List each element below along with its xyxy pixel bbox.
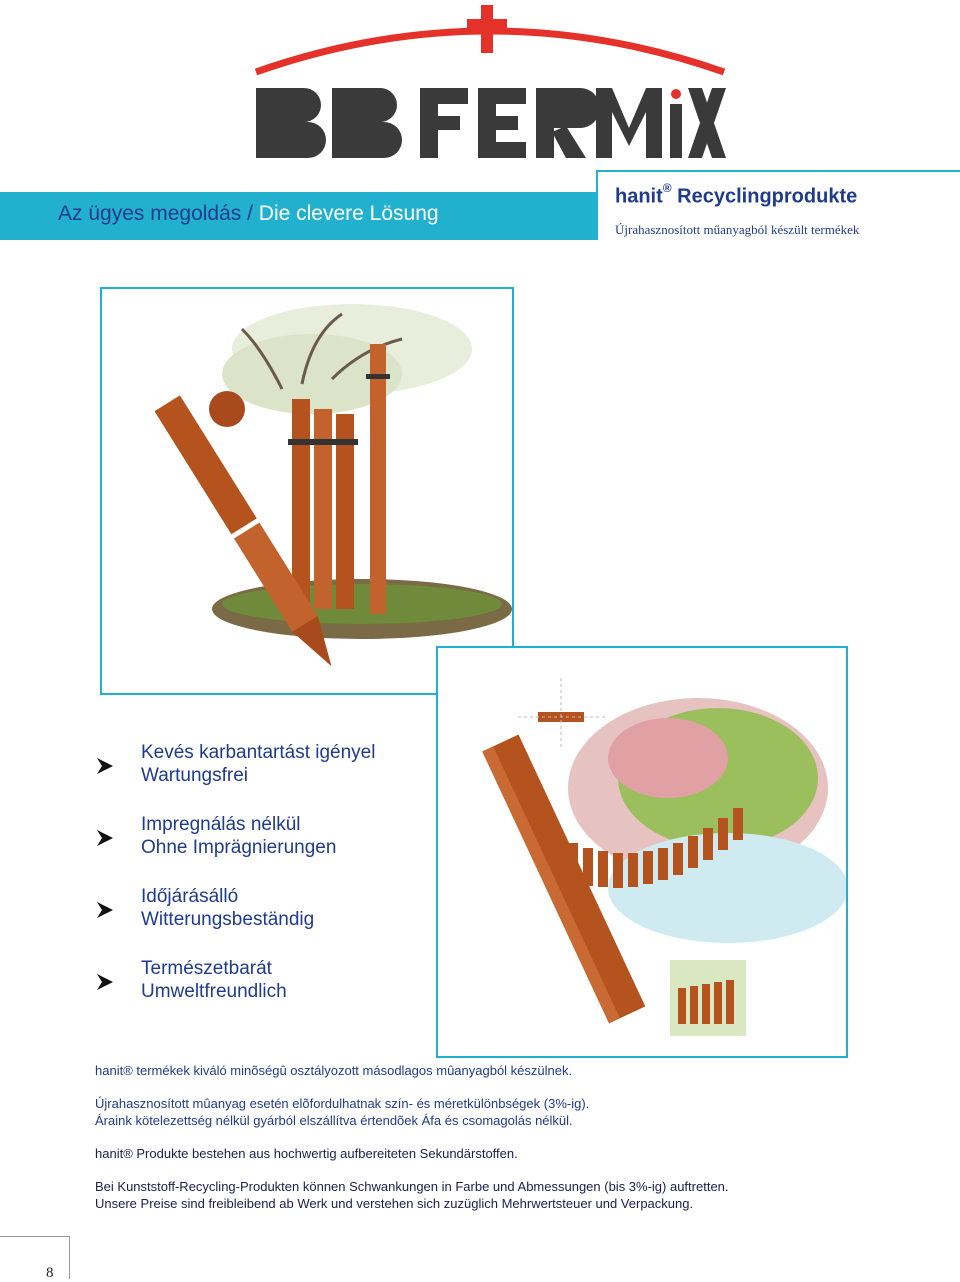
note-hu-quality: hanit® termékek kiváló minõségû osztályozott másodlagos mûanyagból készülnek. [95,1063,573,1078]
feature-item [95,814,435,886]
registered-mark: ® [662,181,672,195]
arrow-bullet-icon [95,756,115,776]
feature-hu: Időjárásálló [141,886,239,907]
arrow-bullet-icon [95,828,115,848]
feature-de: Witterungsbeständig [141,909,315,930]
feature-de: Umweltfreundlich [141,981,287,1002]
slogan-separator: / [241,202,259,225]
note-de-prices: Unsere Preise sind freibleibend ab Werk und verstehen sich zuzüglich Mehrwertsteuer und Verpackung. [95,1196,694,1211]
feature-list [95,742,435,1030]
note-hu-prices: Áraink kötelezettség nélkül gyárból elszállítva értendõek Áfa és csomagolás nélkül. [95,1113,573,1128]
note-de-variations: Bei Kunststoff-Recycling-Produkten können Schwankungen in Farbe und Abmessungen (bis 3%-ig) auftretten. [95,1179,729,1194]
brand-rest: Recyclingprodukte [671,185,858,208]
product-line-subtitle: Újrahasznosított műanyagból készült termékek [615,222,860,237]
feature-item [95,958,435,1030]
product-line-header [596,170,960,240]
bb-fermix-logo [250,0,730,165]
garden-border-drawing [438,648,846,1056]
brand-name: hanit [615,185,663,208]
arrow-bullet-icon [95,900,115,920]
feature-hu: Kevés karbantartást igényel [141,742,376,763]
product-notes [95,1062,855,1212]
feature-de: Ohne Imprägnierungen [141,837,337,858]
note-hu-variations: Újrahasznosított mûanyag esetén elõfordulhatnak szín- és méretkülönbségek (3%-ig). [95,1096,590,1111]
page-number: 8 [46,1265,54,1281]
feature-hu: Impregnálás nélkül [141,814,301,835]
slogan-de: Die clevere Lösung [258,202,439,225]
feature-de: Wartungsfrei [141,765,248,786]
slogan-title [58,202,439,226]
note-de-quality: hanit® Produkte bestehen aus hochwertig aufbereiteten Sekundärstoffen. [95,1146,518,1161]
illustration-garden-border [436,646,848,1058]
feature-hu: Természetbarát [141,958,272,979]
product-line-title [615,181,858,209]
illustration-tree-posts [100,287,514,695]
slogan-hu: Az ügyes megoldás [58,202,242,225]
page-corner-mark [0,1236,70,1279]
header-band [0,192,596,240]
tree-posts-drawing [102,289,512,693]
arrow-bullet-icon [95,972,115,992]
feature-item [95,742,435,814]
feature-item [95,886,435,958]
